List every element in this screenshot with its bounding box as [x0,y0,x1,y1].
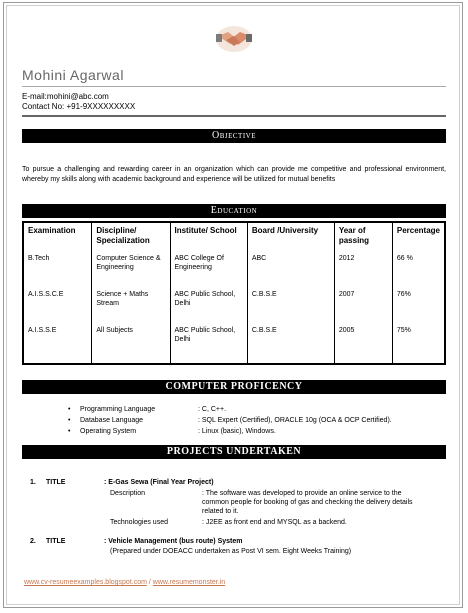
name-divider [22,86,446,87]
header-divider [22,115,446,117]
phone-text: Contact No: +91-9XXXXXXXXX [22,102,136,111]
project-label: TITLE [46,538,66,545]
project-1 [30,478,440,527]
bullet-icon: • [68,406,71,413]
project-number: 1. [30,479,36,486]
table-cell: Science + Maths Stream [92,287,170,323]
contact-block [22,92,135,112]
project-2 [30,537,440,556]
table-cell: 66 % [392,251,445,287]
col-header: Discipline/ Specialization [92,222,170,251]
tech-label: Technologies used [110,519,168,526]
col-header: Institute/ School [170,222,247,251]
skill-label: Operating System [80,428,137,435]
col-header: Examination [23,222,92,251]
desc-label: Description [110,490,146,497]
col-header: Year of passing [334,222,392,251]
table-cell: 2007 [334,287,392,323]
table-cell: 76% [392,287,445,323]
desc-text: : The software was developed to provide an online service to the common people for booking of gas and checking the delivery details related to it. [202,490,413,515]
project-number: 2. [30,538,36,545]
table-cell: C.B.S.E [247,323,334,364]
table-cell: 2012 [334,251,392,287]
project-title-row [30,478,440,487]
table-row [23,251,445,287]
table-cell: All Subjects [92,323,170,364]
footer-link-blog[interactable]: www.cv-resumeexamples.blogspot.com [24,579,147,586]
computer-heading: COMPUTER PROFICENCY [22,380,446,394]
projects-heading: PROJECTS UNDERTAKEN [22,445,446,459]
table-cell: Computer Science & Engineering [92,251,170,287]
table-cell: ABC College Of Engineering [170,251,247,287]
table-row [23,287,445,323]
education-table [22,221,446,365]
project-desc-row [30,489,440,516]
list-item [68,415,392,426]
col-header: Board /University [247,222,334,251]
handshake-icon [214,22,254,56]
table-cell: 75% [392,323,445,364]
skill-value: : C, C++. [198,406,227,413]
email-text: E-mail:mohini@abc.com [22,92,109,101]
project-title: : E-Gas Sewa (Final Year Project) [104,479,214,486]
bullet-icon: • [68,428,71,435]
table-row [23,323,445,364]
table-cell: ABC [247,251,334,287]
candidate-name: Mohini Agarwal [22,67,124,83]
objective-text: To pursue a challenging and rewarding career in an organization which can provide me competitive and professional environment, whereby my skills along with academic background and experience will be utilized for mutual benefits [22,166,446,183]
footer-links [24,579,225,586]
tech-text: : J2EE as front end and MYSQL as a backend. [202,519,347,526]
footer-separator: / [146,579,153,586]
skill-label: Programming Language [80,406,156,413]
table-cell: ABC Public School, Delhi [170,323,247,364]
table-cell: ABC Public School, Delhi [170,287,247,323]
skill-value: : SQL Expert (Certified), ORACLE 10g (OCA & OCP Certified). [198,417,392,424]
table-cell: 2005 [334,323,392,364]
table-cell: A.I.S.S.C.E [23,287,92,323]
table-header-row [23,222,445,251]
skill-value: : Linux (basic), Windows. [198,428,276,435]
list-item [68,404,392,415]
bullet-icon: • [68,417,71,424]
project-tech-row [30,518,440,527]
table-cell: C.B.S.E [247,287,334,323]
col-header: Percentage [392,222,445,251]
list-item [68,426,392,437]
objective-heading: Objective [22,129,446,143]
project-subtitle: (Prepared under DOEACC undertaken as Post VI sem. Eight Weeks Training) [110,548,352,555]
education-heading: Education [22,204,446,218]
project-title-row [30,537,440,546]
project-title: : Vehicle Management (bus route) System [104,538,243,545]
table-cell: B.Tech [23,251,92,287]
project-label: TITLE [46,479,66,486]
footer-link-site[interactable]: www.resumemonster.in [152,579,226,586]
skills-list [68,404,392,437]
table-cell: A.I.S.S.E [23,323,92,364]
skill-label: Database Language [80,417,144,424]
